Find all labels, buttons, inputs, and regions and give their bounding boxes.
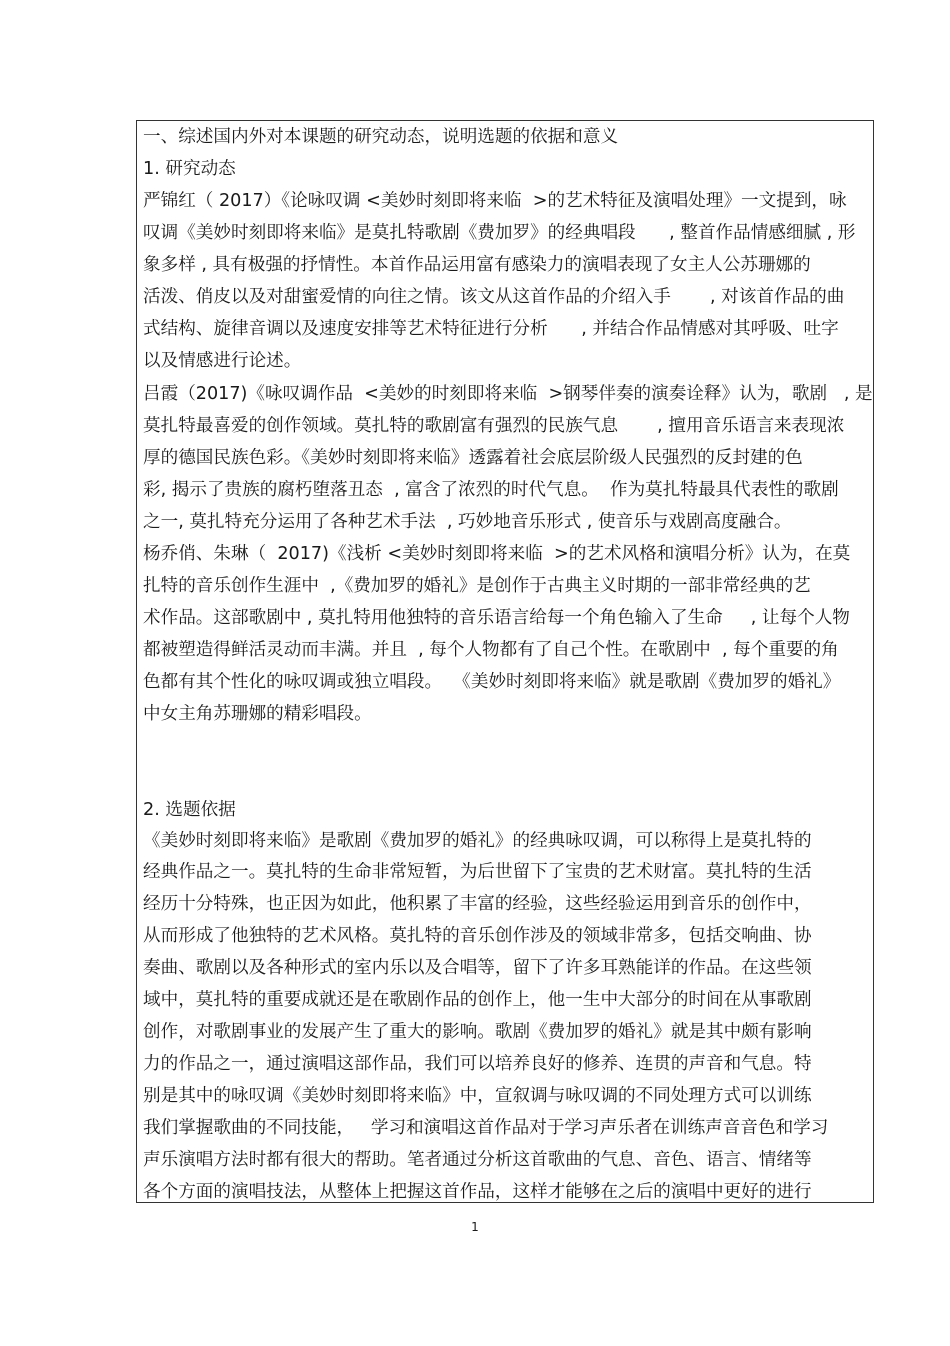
subsection-title-basis: 2. 选题依据	[143, 800, 236, 820]
subsection-title-research: 1. 研究动态	[143, 159, 236, 179]
paragraph-line: 《美妙时刻即将来临》是歌剧《费加罗的婚礼》的经典咏叹调，可以称得上是莫扎特的	[143, 831, 812, 851]
paragraph-line: 都被塑造得鲜活灵动而丰满。并且 , 每个人物都有了自己个性。在歌剧中 , 每个重要的角	[143, 640, 839, 660]
paragraph-line: 莫扎特最喜爱的创作领域。莫扎特的歌剧富有强烈的民族气息 , 擅用音乐语言来表现浓	[143, 416, 845, 436]
paragraph-line: 声乐演唱方法时都有很大的帮助。笔者通过分析这首歌曲的气息、音色、语言、情绪等	[143, 1150, 812, 1170]
paragraph-line: 彩, 揭示了贵族的腐朽堕落丑态 , 富含了浓烈的时代气息。 作为莫扎特最具代表性的歌剧	[143, 480, 839, 500]
paragraph-line: 式结构、旋律音调以及速度安排等艺术特征进行分析 , 并结合作品情感对其呼吸、吐字	[143, 319, 839, 339]
paragraph-line: 域中，莫扎特的重要成就还是在歌剧作品的创作上，他一生中大部分的时间在从事歌剧	[143, 990, 812, 1010]
paragraph-line: 厚的德国民族色彩。《美妙时刻即将来临》透露着社会底层阶级人民强烈的反封建的色	[143, 448, 803, 468]
paragraph-line: 色都有其个性化的咏叹调或独立唱段。 《美妙时刻即将来临》就是歌剧《费加罗的婚礼》	[143, 672, 841, 692]
paragraph-line: 象多样 , 具有极强的抒情性。本首作品运用富有感染力的演唱表现了女主人公苏珊娜的	[143, 255, 811, 275]
paragraph-line: 之一, 莫扎特充分运用了各种艺术手法 , 巧妙地音乐形式 , 使音乐与戏剧高度融合。	[143, 512, 792, 532]
paragraph-line: 叹调《美妙时刻即将来临》是莫扎特歌剧《费加罗》的经典唱段 , 整首作品情感细腻 , 形	[143, 223, 856, 243]
paragraph-line: 各个方面的演唱技法，从整体上把握这首作品，这样才能够在之后的演唱中更好的进行	[143, 1182, 812, 1202]
paragraph-line: 严锦红（ 2017）《论咏叹调 <美妙时刻即将来临 >的艺术特征及演唱处理》一文提到，咏	[143, 191, 847, 211]
paragraph-line: 以及情感进行论述。	[143, 351, 302, 371]
section-heading: 一、综述国内外对本课题的研究动态，说明选题的依据和意义	[143, 127, 619, 147]
paragraph-line: 术作品。这部歌剧中 , 莫扎特用他独特的音乐语言给每一个角色输入了生命 , 让每个人物	[143, 608, 850, 628]
paragraph-line: 奏曲、歌剧以及各种形式的室内乐以及合唱等，留下了许多耳熟能详的作品。在这些领	[143, 958, 812, 978]
page-number: 1	[471, 1220, 479, 1234]
paragraph-line: 我们掌握歌曲的不同技能， 学习和演唱这首作品对于学习声乐者在训练声音音色和学习	[143, 1118, 829, 1138]
paragraph-line: 杨乔俏、朱琳（ 2017)《浅析 <美妙时刻即将来临 >的艺术风格和演唱分析》认为，在莫	[143, 544, 851, 564]
paragraph-line: 创作，对歌剧事业的发展产生了重大的影响。歌剧《费加罗的婚礼》就是其中颇有影响	[143, 1022, 812, 1042]
paragraph-line: 从而形成了他独特的艺术风格。莫扎特的音乐创作涉及的领域非常多，包括交响曲、协	[143, 926, 812, 946]
paragraph-line: 中女主角苏珊娜的精彩唱段。	[143, 704, 372, 724]
paragraph-line: 经历十分特殊，也正因为如此，他积累了丰富的经验，这些经验运用到音乐的创作中，	[143, 894, 812, 914]
paragraph-line: 力的作品之一，通过演唱这部作品，我们可以培养良好的修养、连贯的声音和气息。特	[143, 1054, 812, 1074]
paragraph-line: 活泼、俏皮以及对甜蜜爱情的向往之情。该文从这首作品的介绍入手 , 对该首作品的曲	[143, 287, 845, 307]
paragraph-line: 扎特的音乐创作生涯中 ,《费加罗的婚礼》是创作于古典主义时期的一部非常经典的艺	[143, 576, 811, 596]
paragraph-line: 别是其中的咏叹调《美妙时刻即将来临》中，宣叙调与咏叹调的不同处理方式可以训练	[143, 1086, 812, 1106]
paragraph-line: 经典作品之一。莫扎特的生命非常短暂，为后世留下了宝贵的艺术财富。莫扎特的生活	[143, 862, 812, 882]
paragraph-line: 吕霞（2017)《咏叹调作品 <美妙的时刻即将来临 >钢琴伴奏的演奏诠释》认为，歌剧 , 是	[143, 384, 873, 404]
